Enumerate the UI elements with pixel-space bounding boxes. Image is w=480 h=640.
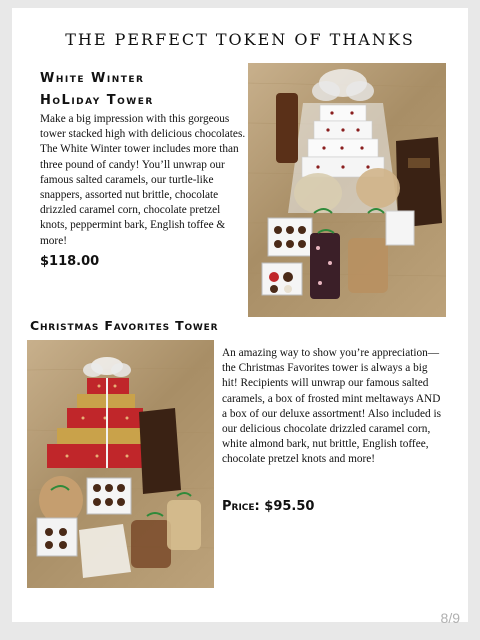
product-2-title: Christmas Favorites Tower — [30, 318, 219, 333]
product-1-photo — [248, 63, 446, 317]
red-gift-tower-illustration — [27, 340, 214, 588]
white-gift-tower-illustration — [248, 63, 446, 317]
page-headline: THE PERFECT TOKEN OF THANKS — [65, 30, 415, 49]
product-2-price: Price: $95.50 — [222, 499, 315, 514]
product-1-title-line-1: White Winter — [40, 71, 145, 86]
product-1-description: Make a big impression with this gorgeous tower stacked high with delicious chocolates. The White Winter tower includes more than three pound of candy! You’ll unwrap our famous salted caramels, our turtle-like snappers, assorted nut brittle, chocolate drizzled caramel corn, chocolate pretzel knots, peppermint bark, English toffee & more! — [40, 113, 246, 247]
product-2-photo — [27, 340, 214, 588]
product-1-title — [40, 68, 240, 112]
page-number: 8/9 — [440, 610, 460, 626]
product-2-description: An amazing way to show you’re appreciation—the Christmas Favorites tower is always a big hit! Recipients will unwrap our famous salted caramels, a box of frosted mint meltaways AND a box of our deluxe assortment! Also included is our delicious chocolate drizzled caramel corn, white almond bark, nut brittle, English toffee, chocolate pretzel knots and more! — [222, 347, 441, 466]
product-1-title-line-2: HoLiday Tower — [40, 93, 154, 108]
product-1-price: $118.00 — [40, 254, 100, 269]
